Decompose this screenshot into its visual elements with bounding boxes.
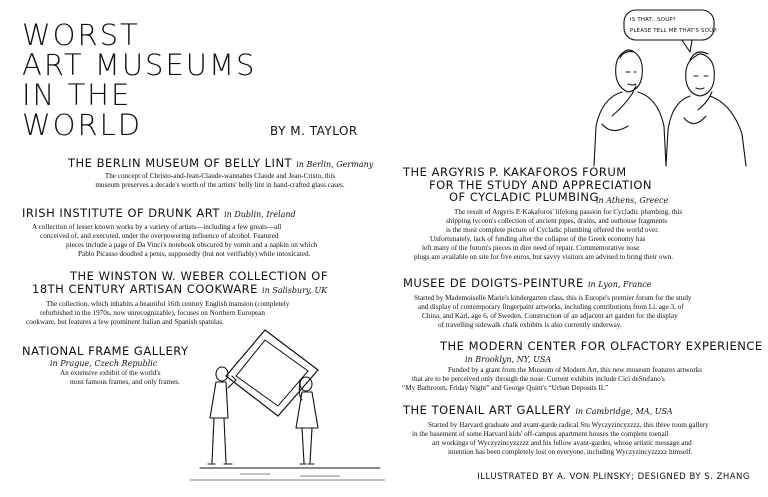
visitor-figure-2 [296, 377, 318, 464]
visitor-figure-1 [208, 367, 236, 464]
body-line: cookware, but features a few prominent Italian and Spanish spatulas. [26, 318, 224, 326]
body-line: The concept of Christo-and-Jean-Claude-wannabes Claude and Jean-Cristo, this [104, 172, 336, 180]
body-line: Started by Mademoiselle Marie's kindergarten class, this is Europe's premier forum for the study [414, 294, 692, 302]
entry-location-frame-gallery: in Prague, Czech Republic [50, 359, 158, 368]
body-line: that are to be perceived only through the nose. Current exhibits include Cici deStefano's [412, 375, 665, 383]
entry-heading-text: THE TOENAIL ART GALLERY [403, 403, 572, 417]
body-line: museum preserves a decade's worth of the artists' belly lint in hand-crafted glass cases. [95, 181, 345, 189]
entry-heading-text: THE BERLIN MUSEUM OF BELLY LINT [68, 156, 293, 170]
body-line: conceived of, and executed, under the overpowering influence of alcohol. Featured [40, 232, 279, 240]
speech-bubble [624, 10, 718, 52]
body-line: plugs are available on site for five euros, but savvy visitors are advised to bring their own. [414, 253, 674, 261]
entry-heading-doigts [403, 277, 651, 291]
entry-heading-text: MUSEE DE DOIGTS-PEINTURE [403, 276, 584, 290]
body-line: of travelling sidewalk chalk exhibits is also currently underway. [438, 321, 622, 329]
body-line: “My Bathroom, Friday Night” and George Quint's “Urban Deposits II.” [402, 384, 609, 392]
entry-location-olfactory: in Brooklyn, NY, USA [465, 355, 552, 364]
empty-frame-drawing [226, 330, 318, 416]
body-line: refurbished in the 1970s, now unrecognizable), focuses on Northern European [40, 309, 265, 317]
body-line: art workings of Wyczyzincyzzzzz and his fellow avant-gardes, whose artistic message and [432, 439, 692, 447]
body-line: left many of the forum's pieces in dire need of repair. Commemorative nose [422, 244, 640, 252]
entry-heading-text: THE MODERN CENTER FOR OLFACTORY EXPERIENCE [440, 339, 763, 353]
person-figure-left [594, 50, 666, 166]
entry-body-olfactory [402, 366, 762, 393]
entry-heading-line [32, 283, 328, 297]
entry-body-doigts [402, 294, 762, 330]
entry-heading-text: THE WINSTON W. WEBER COLLECTION OF [70, 269, 328, 283]
body-line: An extensive exhibit of the world's [60, 369, 161, 377]
body-line: intention has been completely lost on everyone, including Wyczyzincyzzzzz himself. [448, 448, 693, 456]
body-line: The result of Argyris P. Kakaforos' lifelong passion for Cycladic plumbing, this [454, 208, 683, 216]
body-line: Funded by a grant from the Museum of Modern Art, this new museum features artworks [448, 366, 703, 374]
body-line: China, and Karl, age 6, of Sweden. Construction of an adjacent art garden for the display [422, 312, 678, 320]
speech-bubble-line-2: PLEASE TELL ME THAT'S SOUP. [630, 28, 718, 34]
entry-heading-belly-lint [68, 157, 373, 171]
frame-gallery-illustration [180, 318, 390, 486]
entry-heading-text: OF CYCLADIC PLUMBING [449, 190, 599, 204]
entry-body-belly-lint [70, 172, 370, 190]
entry-heading-olfactory [440, 340, 763, 353]
entry-heading-frame-gallery [22, 345, 189, 358]
entry-heading-text: FOR THE STUDY AND APPRECIATION [429, 177, 652, 192]
entry-body-toenail [402, 421, 762, 457]
body-line: most famous frames, and only frames. [70, 378, 180, 386]
entry-location-cycladic: in Athens, Greece [596, 196, 669, 205]
entry-heading-text: NATIONAL FRAME GALLERY [22, 344, 189, 358]
credits: ILLUSTRATED BY A. VON PLINSKY; DESIGNED BY S. ZHANG [477, 472, 750, 482]
body-line: Pablo Picasso doodled a penis, supposedly (but not verifiably) while intoxicated. [78, 250, 311, 258]
body-line: shipping tycoon's collection of ancient pipes, drains, and outhouse fragments [446, 217, 668, 225]
entry-location: in Lyon, France [587, 280, 652, 289]
person-figure-right [666, 52, 746, 166]
body-line: Unfortunately, lack of funding after the collapse of the Greek economy has [430, 235, 646, 243]
body-line: and display of contemporary fingerpaint artworks, including contributions from Li, age 3, of [418, 303, 684, 311]
body-line: in the basement of some Harvard kids' off-campus apartment houses the complete toenail [412, 430, 669, 438]
entry-location: in Dublin, Ireland [224, 210, 296, 219]
page-title: WORST ART MUSEUMS IN THE WORLD [22, 18, 257, 142]
entry-heading-drunk-art [22, 207, 296, 221]
entry-location: in Cambridge, MA, USA [575, 407, 673, 416]
entry-heading-text: 18TH CENTURY ARTISAN COOKWARE [32, 282, 258, 296]
body-line: The collection, which inhabits a beautiful 16th century English mansion (completely [46, 300, 290, 308]
soup-illustration [572, 6, 764, 168]
speech-bubble-line-1: IS THAT...SOUP? [630, 17, 676, 23]
entry-heading-cookware [32, 270, 328, 297]
byline: BY M. TAYLOR [270, 124, 358, 138]
entry-body-cycladic [400, 208, 760, 262]
body-line: Started by Harvard graduate and avant-garde radical Stu Wyczyzincyzzzz, this three room gallery [428, 421, 709, 429]
entry-body-drunk-art [32, 223, 372, 259]
entry-heading-text: THE ARGYRIS P. KAKAFOROS FORUM [403, 165, 627, 179]
body-line: pieces include a page of Da Vinci's notebook obscured by vomit and a napkin on which [66, 241, 318, 249]
body-line: is the most complete picture of Cycladic plumbing offered the world over. [446, 226, 660, 234]
entry-location: in Salisbury, UK [262, 286, 328, 295]
entry-heading-toenail [403, 404, 673, 418]
entry-location: in Berlin, Germany [296, 160, 374, 169]
body-line: A collection of lesser known works by a variety of artists—including a few greats—all [32, 223, 282, 231]
entry-heading-text: IRISH INSTITUTE OF DRUNK ART [22, 206, 220, 220]
